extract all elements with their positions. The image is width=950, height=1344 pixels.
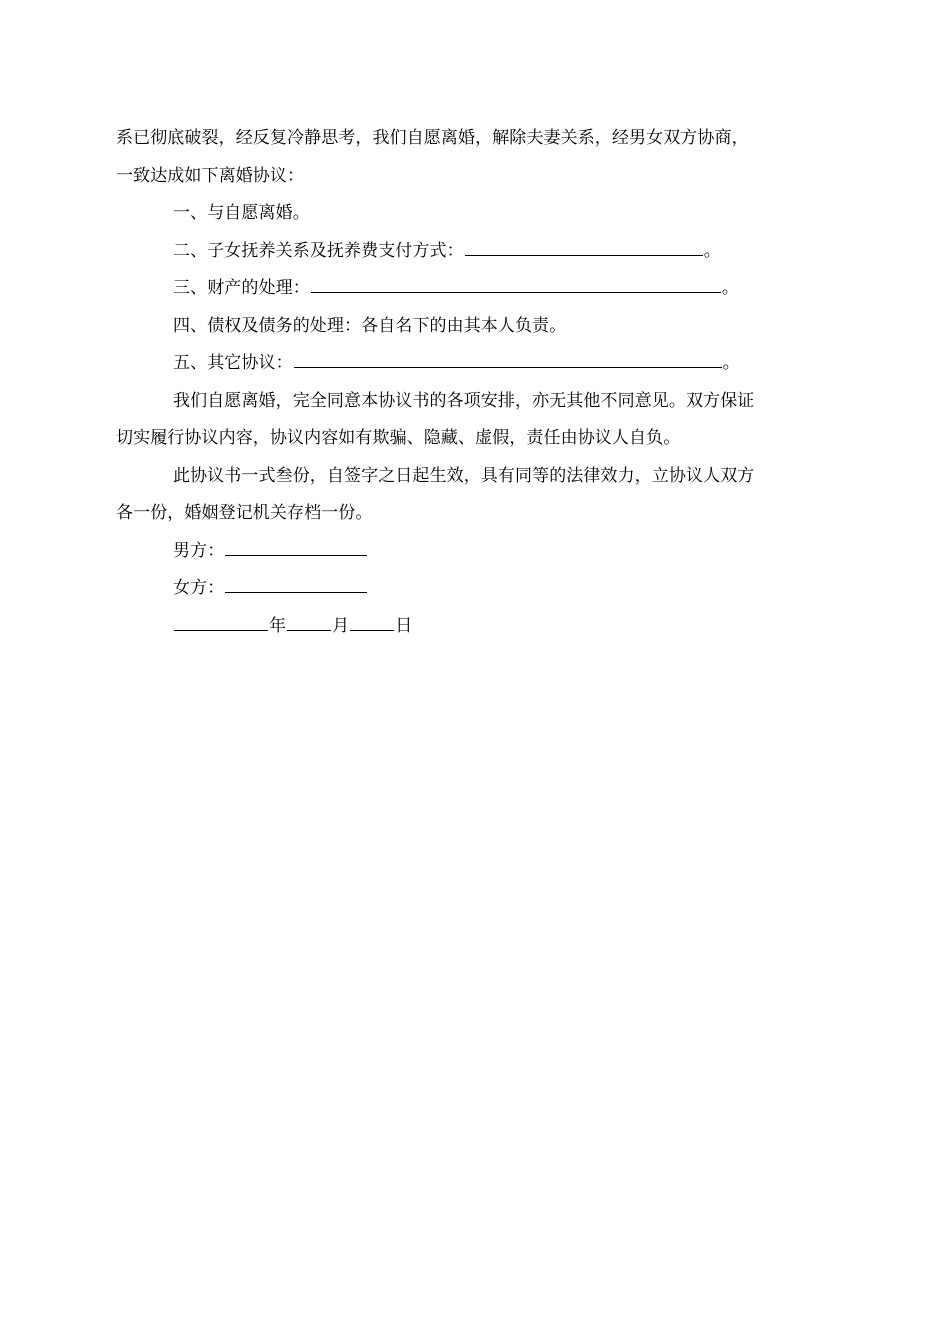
male-signature-label: 男方：	[173, 540, 225, 561]
paragraph-intro-line-2: 一致达成如下离婚协议：	[116, 165, 305, 186]
other-agreement-blank[interactable]	[294, 347, 722, 368]
female-signature-row	[116, 570, 836, 608]
clause-2	[116, 233, 836, 271]
child-support-blank[interactable]	[465, 235, 703, 256]
day-blank[interactable]	[350, 610, 394, 631]
clause-5-label: 五、其它协议：	[173, 353, 293, 373]
clause-4: 四、债权及债务的处理：各自名下的由其本人负责。	[173, 315, 567, 336]
property-division-blank[interactable]	[311, 272, 721, 293]
paragraph-consent-line-1: 我们自愿离婚，完全同意本协议书的各项安排，亦无其他不同意见。双方保证	[173, 390, 755, 411]
day-label: 日	[395, 615, 413, 636]
date-row	[116, 608, 836, 646]
year-label: 年	[269, 615, 287, 636]
paragraph-intro-line-1: 系已彻底破裂，经反复冷静思考，我们自愿离婚，解除夫妻关系，经男女双方协商，	[116, 128, 749, 148]
clause-2-end: 。	[703, 240, 721, 261]
paragraph-effect-line-2: 各一份，婚姻登记机关存档一份。	[116, 503, 373, 523]
clause-5-end: 。	[722, 353, 740, 373]
month-blank[interactable]	[287, 610, 331, 631]
female-signature-blank[interactable]	[225, 572, 367, 593]
clause-3-end: 。	[721, 278, 739, 298]
agreement-body	[116, 120, 836, 645]
paragraph-effect-line-1: 此协议书一式叁份，自签字之日起生效，具有同等的法律效力，立协议人双方	[173, 465, 755, 486]
clause-3	[116, 270, 836, 308]
clause-3-label: 三、财产的处理：	[173, 278, 310, 298]
year-blank[interactable]	[174, 610, 268, 631]
clause-1: 一、与自愿离婚。	[173, 203, 310, 223]
clause-2-label: 二、子女抚养关系及抚养费支付方式：	[173, 240, 464, 261]
female-signature-label: 女方：	[173, 578, 225, 598]
clause-5	[116, 345, 836, 383]
male-signature-blank[interactable]	[225, 535, 367, 556]
month-label: 月	[332, 615, 350, 636]
paragraph-consent-line-2: 切实履行协议内容，协议内容如有欺骗、隐藏、虚假，责任由协议人自负。	[116, 428, 681, 448]
male-signature-row	[116, 533, 836, 571]
